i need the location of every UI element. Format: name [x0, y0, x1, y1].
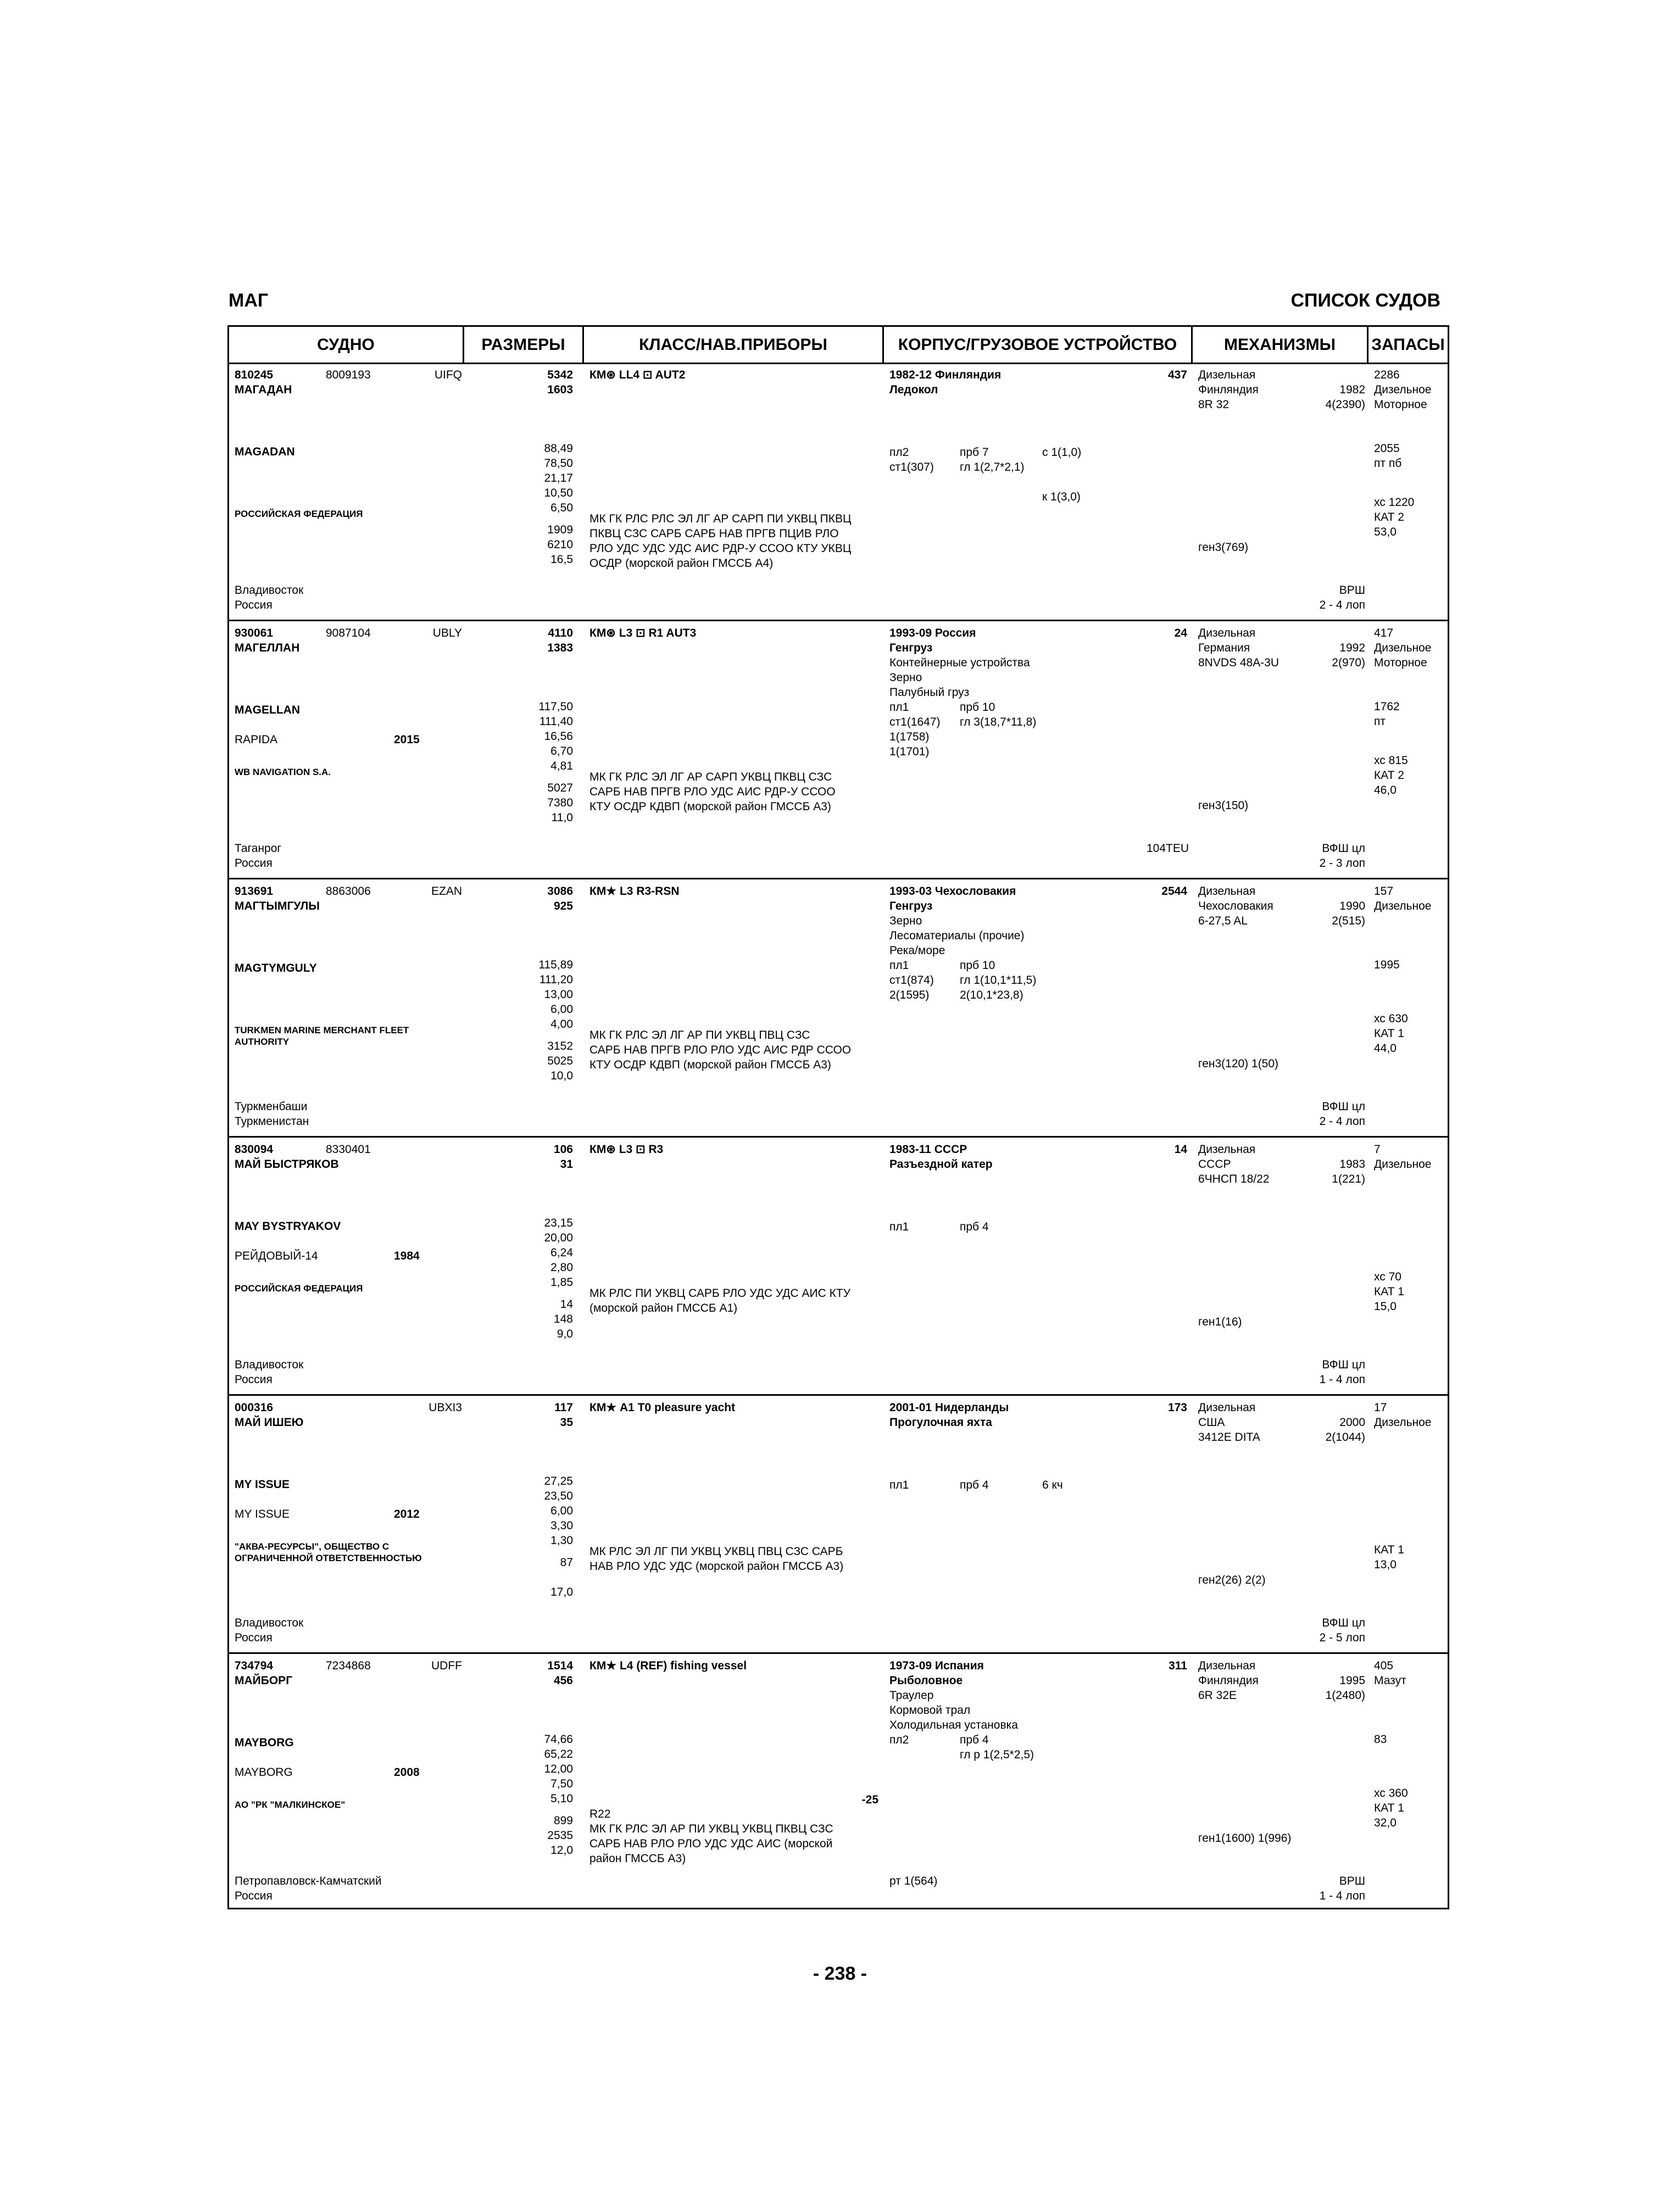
owner: WB NAVIGATION S.A. — [235, 767, 331, 777]
hold-info: гл 3(18,7*11,8) — [960, 716, 1037, 728]
stores-info: Мазут — [1374, 1674, 1406, 1687]
registry-number: 000316 — [235, 1401, 274, 1414]
gross-tonnage: 106 — [553, 1143, 573, 1156]
dimension-value: 12,00 — [544, 1763, 573, 1775]
cargo-equipment: Палубный груз — [889, 686, 970, 699]
engine-info: Чехословакия — [1198, 900, 1273, 912]
hold-info: прб 4 — [960, 1479, 989, 1491]
hold-info: 2(10,1*23,8) — [960, 989, 1023, 1001]
stores-info: 7 — [1374, 1143, 1381, 1156]
hold-info: прб 10 — [960, 701, 995, 714]
generator-info: ген3(769) — [1198, 541, 1249, 554]
ship-name-latin: MAY BYSTRYAKOV — [235, 1220, 341, 1233]
net-tonnage: 1383 — [547, 642, 573, 654]
hatch-info: пл2 — [889, 1734, 909, 1746]
nav-equipment-line: МК РЛС ПИ УКВЦ САРБ РЛО УДС УДС АИС КТУ — [589, 1287, 850, 1300]
dimension-value: 3,30 — [550, 1519, 573, 1532]
call-sign: UBLY — [432, 627, 462, 639]
class-notation: КМ⊛ L3 ⊡ R1 AUT3 — [589, 627, 697, 639]
imo-number: 8330401 — [326, 1143, 371, 1156]
engine-detail: 2(970) — [1332, 656, 1365, 669]
stores-capacity: КАТ 1 — [1374, 1544, 1404, 1556]
registry-number: 810245 — [235, 369, 274, 381]
dimension-value: 23,50 — [544, 1490, 573, 1502]
stores-capacity: хс 1220 — [1374, 496, 1415, 509]
deadweight-value: 6210 — [547, 538, 573, 551]
build-info: 2001-01 Нидерланды — [889, 1401, 1009, 1414]
hold-info: гл 1(2,7*2,1) — [960, 461, 1025, 473]
deadweight-value: 899 — [553, 1814, 573, 1827]
class-notation: КМ★ L4 (REF) fishing vessel — [589, 1659, 747, 1672]
ship-name-latin: MAGELLAN — [235, 704, 300, 716]
ship-type: Рыболовное — [889, 1674, 963, 1687]
dimension-value: 88,49 — [544, 442, 573, 455]
engine-detail: 1990 — [1339, 900, 1365, 912]
dimension-value: 5,10 — [550, 1792, 573, 1805]
stores-capacity: 13,0 — [1374, 1558, 1397, 1571]
flag-country: Россия — [235, 599, 272, 611]
nav-equipment-line: САРБ НАВ ПРГВ РЛО РЛО УДС АИС РДР ССОО — [589, 1044, 852, 1056]
engine-detail: 2(515) — [1332, 915, 1365, 927]
dimension-value: 27,25 — [544, 1475, 573, 1488]
hatch-info: пл1 — [889, 701, 909, 714]
engine-info: Дизельная — [1198, 885, 1256, 898]
home-port: Владивосток — [235, 584, 304, 597]
engine-detail: 1(221) — [1332, 1173, 1365, 1185]
ship-type: Генгруз — [889, 900, 933, 912]
ship-name: МАГАДАН — [235, 383, 292, 396]
nav-equipment-line: РЛО УДС УДС УДС АИС РДР-У ССОО КТУ УКВЦ — [589, 542, 852, 555]
dimension-value: 111,40 — [539, 715, 573, 728]
call-sign: UDFF — [431, 1659, 462, 1672]
ship-record — [229, 1655, 1448, 1912]
stores-capacity: 32,0 — [1374, 1817, 1397, 1829]
hull-value: 437 — [1167, 369, 1187, 381]
nav-equipment-line: ОСДР (морской район ГМССБ А4) — [589, 557, 774, 570]
hull-value: 173 — [1167, 1401, 1187, 1414]
hatch-info: пл2 — [889, 446, 909, 459]
header-left: МАГ — [229, 290, 269, 311]
crane-info: 6 кч — [1042, 1479, 1063, 1491]
propeller-info: 1 - 4 лоп — [1319, 1373, 1365, 1386]
ship-name-latin: MAGTYMGULY — [235, 962, 317, 974]
nav-equipment-line: (морской район ГМССБ А1) — [589, 1302, 738, 1314]
dimension-value: 21,17 — [544, 472, 573, 484]
stores-capacity: хс 360 — [1374, 1787, 1408, 1800]
engine-detail: 1995 — [1339, 1674, 1365, 1687]
flag-country: Россия — [235, 1373, 272, 1386]
hull-value: 311 — [1169, 1659, 1187, 1672]
engine-info: Дизельная — [1198, 1401, 1256, 1414]
build-info: 1973-09 Испания — [889, 1659, 984, 1672]
crane-info: с 1(1,0) — [1042, 446, 1082, 459]
engine-info: Финляндия — [1198, 1674, 1259, 1687]
dimension-value: 6,70 — [550, 745, 573, 757]
build-info: 1993-09 Россия — [889, 627, 976, 639]
gross-tonnage: 3086 — [547, 885, 573, 898]
flag-country: Россия — [235, 1890, 272, 1902]
call-sign: EZAN — [431, 885, 462, 898]
net-tonnage: 31 — [560, 1158, 573, 1171]
ship-record — [229, 1397, 1448, 1654]
propeller-info: 2 - 4 лоп — [1319, 599, 1365, 611]
call-sign: UBXI3 — [429, 1401, 462, 1414]
engine-detail: 1(2480) — [1325, 1689, 1365, 1702]
hatch-info: 1(1758) — [889, 731, 930, 743]
engine-info: 6ЧНСП 18/22 — [1198, 1173, 1270, 1185]
nav-equipment-line: МК ГК РЛС ЭЛ ЛГ АР САРП УКВЦ ПКВЦ СЗС — [589, 771, 832, 783]
former-name-year: 2015 — [394, 733, 420, 746]
home-port: Владивосток — [235, 1617, 304, 1629]
gross-tonnage: 117 — [554, 1401, 573, 1414]
stores-capacity: хс 630 — [1374, 1012, 1408, 1025]
engine-info: Дизельная — [1198, 627, 1256, 639]
owner: РОССИЙСКАЯ ФЕДЕРАЦИЯ — [235, 509, 363, 519]
generator-info: ген3(150) — [1198, 799, 1249, 812]
propeller-info: ВФШ цл — [1322, 1100, 1365, 1113]
hull-value: 2544 — [1161, 885, 1187, 898]
dimension-value: 13,00 — [544, 988, 573, 1001]
engine-detail: 2(1044) — [1325, 1431, 1365, 1444]
stores-detail: 83 — [1374, 1733, 1387, 1746]
nav-equipment-line: R22 — [589, 1808, 611, 1820]
owner: "АКВА-РЕСУРСЫ", ОБЩЕСТВО С ОГРАНИЧЕННОЙ ОТВЕТСТВЕННОСТЬЮ — [235, 1541, 422, 1563]
stores-info: 2286 — [1374, 369, 1400, 381]
propeller-info: ВРШ — [1339, 584, 1365, 597]
dimension-value: 20,00 — [544, 1232, 573, 1244]
registry-number: 830094 — [235, 1143, 274, 1156]
registry-number: 930061 — [235, 627, 274, 639]
hull-value: 24 — [1174, 627, 1187, 639]
ship-type: Ледокол — [889, 383, 938, 396]
dimension-value: 6,00 — [550, 1003, 573, 1016]
col-machinery: МЕХАНИЗМЫ — [1193, 327, 1369, 363]
cargo-equipment: Лесоматериалы (прочие) — [889, 929, 1025, 942]
nav-equipment-line: район ГМССБ А3) — [589, 1852, 686, 1865]
net-tonnage: 456 — [553, 1674, 573, 1687]
engine-info: 8R 32 — [1198, 398, 1230, 411]
stores-info: 157 — [1374, 885, 1394, 898]
stores-capacity: КАТ 1 — [1374, 1285, 1404, 1298]
build-info: 1982-12 Финляндия — [889, 369, 1002, 381]
dimension-value: 6,50 — [550, 502, 573, 514]
nav-equipment-line: МК ГК РЛС РЛС ЭЛ ЛГ АР САРП ПИ УКВЦ ПКВЦ — [589, 512, 852, 525]
cargo-equipment: Река/море — [889, 944, 945, 957]
hold-info: прб 7 — [960, 446, 989, 459]
home-port: Таганрог — [235, 842, 282, 855]
nav-equipment-line: МК ГК РЛС ЭЛ АР ПИ УКВЦ УКВЦ ПКВЦ СЗС — [589, 1823, 833, 1835]
propeller-info: 2 - 5 лоп — [1319, 1631, 1365, 1644]
stores-info: Дизельное — [1374, 642, 1432, 654]
stores-info: Моторное — [1374, 656, 1427, 669]
deadweight-value: 5027 — [547, 782, 573, 794]
deadweight-value: 5025 — [547, 1055, 573, 1067]
class-notation: КМ★ L3 R3-RSN — [589, 885, 680, 898]
stores-capacity: хс 815 — [1374, 754, 1408, 767]
col-hull: КОРПУС/ГРУЗОВОЕ УСТРОЙСТВО — [884, 327, 1193, 363]
engine-info: Дизельная — [1198, 1659, 1256, 1672]
engine-detail: 4(2390) — [1325, 398, 1365, 411]
generator-info: ген1(1600) 1(996) — [1198, 1832, 1292, 1845]
dimension-value: 115,89 — [538, 959, 573, 971]
dimension-value: 23,15 — [544, 1217, 573, 1229]
hatch-info: пл1 — [889, 1221, 909, 1233]
former-name-year: 2008 — [394, 1766, 420, 1779]
nav-equipment-line: НАВ РЛО УДС УДС (морской район ГМССБ А3) — [589, 1560, 844, 1573]
deadweight-value: 3152 — [547, 1040, 573, 1052]
home-port: Туркменбаши — [235, 1100, 308, 1113]
stores-capacity: КАТ 1 — [1374, 1027, 1404, 1040]
ship-name: МАЙБОРГ — [235, 1674, 293, 1687]
engine-info: СССР — [1198, 1158, 1231, 1171]
dimension-value: 4,00 — [550, 1018, 573, 1030]
nav-equipment-line: ПКВЦ СЗС САРБ САРБ НАВ ПРГВ ПЦИВ РЛО — [589, 527, 839, 540]
owner: АО "РК "МАЛКИНСКОЕ" — [235, 1800, 346, 1810]
deadweight-value: 87 — [560, 1556, 573, 1569]
hull-value: 14 — [1174, 1143, 1187, 1156]
hold-info: прб 4 — [960, 1734, 989, 1746]
ship-record — [229, 1139, 1448, 1396]
deadweight-value: 2535 — [547, 1829, 573, 1842]
stores-info: 17 — [1374, 1401, 1387, 1414]
hatch-info: ст1(874) — [889, 974, 934, 987]
ship-record — [229, 622, 1448, 879]
dimension-value: 2,80 — [550, 1261, 573, 1274]
dimension-value: 117,50 — [538, 700, 573, 713]
deadweight-value: 10,0 — [550, 1069, 573, 1082]
engine-info: Финляндия — [1198, 383, 1259, 396]
generator-info: ген1(16) — [1198, 1316, 1242, 1328]
dimension-value: 1,30 — [550, 1534, 573, 1547]
net-tonnage: 925 — [553, 900, 573, 912]
engine-info: 6R 32E — [1198, 1689, 1237, 1702]
propeller-info: 1 - 4 лоп — [1319, 1890, 1365, 1902]
owner: РОССИЙСКАЯ ФЕДЕРАЦИЯ — [235, 1283, 363, 1294]
hull-bottom-info: рт 1(564) — [889, 1875, 938, 1887]
engine-detail: 1992 — [1339, 642, 1365, 654]
hatch-info: ст1(1647) — [889, 716, 941, 728]
stores-capacity: 15,0 — [1374, 1300, 1397, 1313]
former-name: РЕЙДОВЫЙ-14 — [235, 1250, 318, 1262]
header-right: СПИСОК СУДОВ — [1290, 290, 1440, 311]
crane-info: к 1(3,0) — [1042, 491, 1081, 503]
ship-type: Прогулочная яхта — [889, 1416, 992, 1429]
stores-detail: пт пб — [1374, 457, 1402, 470]
dimension-value: 10,50 — [544, 487, 573, 499]
deadweight-value: 1909 — [547, 523, 573, 536]
cargo-equipment: Кормовой трал — [889, 1704, 971, 1717]
engine-info: Германия — [1198, 642, 1250, 654]
col-stores: ЗАПАСЫ — [1371, 336, 1445, 354]
hatch-info: ст1(307) — [889, 461, 934, 473]
stores-info: Дизельное — [1374, 1158, 1432, 1171]
propeller-info: ВФШ цл — [1322, 842, 1365, 855]
cargo-equipment: Зерно — [889, 671, 922, 684]
engine-info: 8NVDS 48A-3U — [1198, 656, 1280, 669]
stores-capacity: хс 70 — [1374, 1271, 1401, 1283]
stores-detail: 2055 — [1374, 442, 1400, 455]
stores-info: 405 — [1374, 1659, 1394, 1672]
stores-info: Дизельное — [1374, 900, 1432, 912]
deadweight-value: 148 — [553, 1313, 573, 1325]
engine-info: 3412E DITA — [1198, 1431, 1260, 1444]
dimension-value: 7,50 — [550, 1778, 573, 1790]
table-header — [229, 327, 1448, 364]
home-port: Владивосток — [235, 1358, 304, 1371]
nav-equipment-line: МК РЛС ЭЛ ЛГ ПИ УКВЦ УКВЦ ПВЦ СЗС САРБ — [589, 1545, 843, 1558]
hold-info: гл 1(10,1*11,5) — [960, 974, 1037, 987]
dimension-value: 111,20 — [539, 973, 573, 986]
deadweight-value: 7380 — [547, 796, 573, 809]
net-tonnage: 1603 — [547, 383, 573, 396]
stores-detail: пт — [1374, 715, 1386, 728]
former-name-year: 1984 — [394, 1250, 420, 1262]
stores-detail: 1995 — [1374, 959, 1400, 971]
stores-detail: 1762 — [1374, 700, 1400, 713]
flag-country: Туркменистан — [235, 1115, 309, 1128]
registry-number: 913691 — [235, 885, 274, 898]
call-sign: UIFQ — [434, 369, 462, 381]
build-info: 1983-11 СССР — [889, 1143, 967, 1156]
cargo-equipment: Траулер — [889, 1689, 934, 1702]
ship-type: Разъездной катер — [889, 1158, 993, 1171]
engine-detail: 2000 — [1339, 1416, 1365, 1429]
dimension-value: 4,81 — [550, 760, 573, 772]
dimension-value: 6,24 — [550, 1246, 573, 1259]
home-port: Петропавловск-Камчатский — [235, 1875, 382, 1887]
stores-capacity: КАТ 2 — [1374, 511, 1404, 523]
class-notation: КМ⊛ L3 ⊡ R3 — [589, 1143, 664, 1156]
engine-detail: 1982 — [1339, 383, 1365, 396]
registry-number: 734794 — [235, 1659, 274, 1672]
stores-capacity: КАТ 2 — [1374, 769, 1404, 782]
former-name-year: 2012 — [394, 1508, 420, 1520]
imo-number: 7234868 — [326, 1659, 371, 1672]
stores-info: Дизельное — [1374, 1416, 1432, 1429]
ship-table — [227, 325, 1449, 1909]
propeller-info: ВФШ цл — [1322, 1358, 1365, 1371]
ship-name: МАЙ ИШЕЮ — [235, 1416, 304, 1429]
former-name: RAPIDA — [235, 733, 278, 746]
dimension-value: 6,00 — [550, 1505, 573, 1517]
stores-capacity: 44,0 — [1374, 1042, 1397, 1055]
gross-tonnage: 5342 — [547, 369, 573, 381]
cargo-equipment: Контейнерные устройства — [889, 656, 1030, 669]
nav-equipment-line: МК ГК РЛС ЭЛ ЛГ АР ПИ УКВЦ ПВЦ СЗС — [589, 1029, 810, 1041]
flag-country: Россия — [235, 1631, 272, 1644]
deadweight-value: 12,0 — [550, 1844, 573, 1857]
imo-number: 8009193 — [326, 369, 371, 381]
hold-info: прб 10 — [960, 959, 995, 972]
teu-capacity: 104TEU — [1147, 842, 1189, 855]
ship-name-latin: MAYBORG — [235, 1736, 294, 1749]
ship-record — [229, 881, 1448, 1138]
deadweight-value: 16,5 — [550, 553, 573, 566]
build-info: 1993-03 Чехословакия — [889, 885, 1016, 898]
propeller-info: 2 - 3 лоп — [1319, 857, 1365, 870]
deadweight-value: 14 — [560, 1298, 573, 1311]
dimension-value: 74,66 — [544, 1733, 573, 1746]
flag-country: Россия — [235, 857, 272, 870]
ship-name: МАЙ БЫСТРЯКОВ — [235, 1158, 339, 1171]
stores-capacity: КАТ 1 — [1374, 1802, 1404, 1814]
hatch-info: 1(1701) — [889, 745, 930, 758]
ship-name: МАГЕЛЛАН — [235, 642, 300, 654]
net-tonnage: 35 — [560, 1416, 573, 1429]
page-number: - 238 - — [813, 1963, 867, 1984]
owner: TURKMEN MARINE MERCHANT FLEET AUTHORITY — [235, 1025, 409, 1047]
engine-info: 6-27,5 AL — [1198, 915, 1248, 927]
hold-info: гл р 1(2,5*2,5) — [960, 1748, 1034, 1761]
ship-name-latin: MY ISSUE — [235, 1478, 290, 1491]
former-name: MAYBORG — [235, 1766, 293, 1779]
nav-equipment-line: САРБ НАВ ПРГВ РЛО УДС АИС РДР-У ССОО — [589, 786, 836, 798]
stores-capacity: 46,0 — [1374, 784, 1397, 796]
col-class: КЛАСС/НАВ.ПРИБОРЫ — [584, 327, 884, 363]
cargo-equipment: Холодильная установка — [889, 1719, 1018, 1731]
nav-equipment-line: КТУ ОСДР КДВП (морской район ГМССБ А3) — [589, 800, 831, 813]
imo-number: 9087104 — [326, 627, 371, 639]
hatch-info: пл1 — [889, 959, 909, 972]
ship-record — [229, 364, 1448, 621]
propeller-info: ВФШ цл — [1322, 1617, 1365, 1629]
deadweight-value: 11,0 — [551, 811, 573, 824]
dimension-value: 1,85 — [550, 1276, 573, 1289]
propeller-info: ВРШ — [1339, 1875, 1365, 1887]
engine-detail: 1983 — [1339, 1158, 1365, 1171]
ship-name-latin: MAGADAN — [235, 445, 295, 458]
nav-equipment-line: КТУ ОСДР КДВП (морской район ГМССБ А3) — [589, 1059, 831, 1071]
generator-info: ген2(26) 2(2) — [1198, 1574, 1266, 1586]
col-dimensions: РАЗМЕРЫ — [464, 327, 584, 363]
dimension-value: 65,22 — [544, 1748, 573, 1761]
hold-info: прб 4 — [960, 1221, 989, 1233]
hatch-info: 2(1595) — [889, 989, 930, 1001]
class-notation: КМ★ A1 T0 pleasure yacht — [589, 1401, 736, 1414]
stores-info: 417 — [1374, 627, 1394, 639]
deadweight-value: 17,0 — [550, 1586, 573, 1598]
cargo-equipment: Зерно — [889, 915, 922, 927]
gross-tonnage: 4110 — [548, 627, 573, 639]
gross-tonnage: 1514 — [547, 1659, 573, 1672]
class-notation: КМ⊛ LL4 ⊡ AUT2 — [589, 369, 686, 381]
engine-info: США — [1198, 1416, 1225, 1429]
col-ship: СУДНО — [229, 327, 464, 363]
class-extra: -25 — [861, 1793, 878, 1806]
ship-type: Генгруз — [889, 642, 933, 654]
ship-name: МАГТЫМГУЛЫ — [235, 900, 320, 912]
nav-equipment-line: САРБ НАВ РЛО РЛО УДС УДС АИС (морской — [589, 1837, 833, 1850]
stores-info: Моторное — [1374, 398, 1427, 411]
generator-info: ген3(120) 1(50) — [1198, 1057, 1279, 1070]
dimension-value: 78,50 — [544, 457, 573, 470]
dimension-value: 16,56 — [544, 730, 573, 743]
stores-capacity: 53,0 — [1374, 526, 1397, 538]
stores-info: Дизельное — [1374, 383, 1432, 396]
hatch-info: пл1 — [889, 1479, 909, 1491]
former-name: MY ISSUE — [235, 1508, 290, 1520]
propeller-info: 2 - 4 лоп — [1319, 1115, 1365, 1128]
imo-number: 8863006 — [326, 885, 371, 898]
engine-info: Дизельная — [1198, 1143, 1256, 1156]
deadweight-value: 9,0 — [557, 1328, 573, 1340]
engine-info: Дизельная — [1198, 369, 1256, 381]
